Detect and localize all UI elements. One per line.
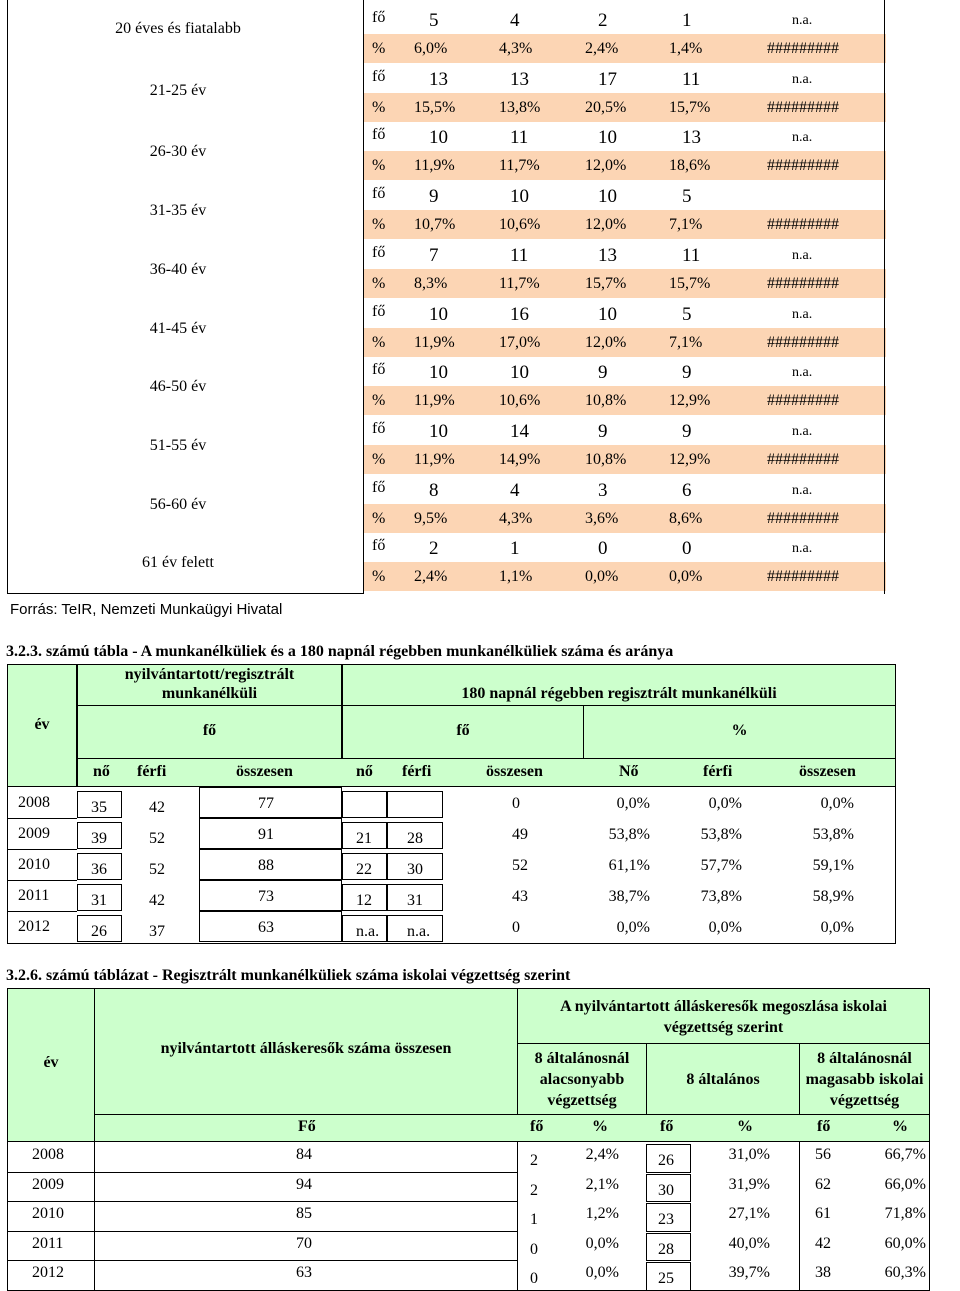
row-divider (7, 880, 77, 881)
count-cell: 2 (429, 538, 439, 560)
a-pct-cell: 1,2% (585, 1205, 619, 1223)
age-row-percent (364, 562, 886, 591)
percent-cell: 0,0% (585, 568, 619, 586)
total-cell: 84 (296, 1146, 312, 1163)
t2-body-frame (7, 787, 896, 944)
age-row-percent (364, 210, 886, 239)
age-group-label: 41-45 év (149, 320, 207, 337)
percent-cell: 11,9% (414, 157, 455, 175)
ossz-cell: 91 (258, 826, 274, 843)
t3-col3-l2: magasabb iskolai (805, 1071, 924, 1088)
pct-ossz-cell: 0,0% (820, 919, 854, 936)
a-fo-cell: 0 (530, 1270, 538, 1288)
t3-body-frame (7, 1142, 930, 1291)
ferfi-cell: 52 (149, 861, 165, 878)
ferfi180-cell: 30 (407, 861, 423, 878)
total-cell: 70 (296, 1234, 312, 1252)
unit-pct-label: % (372, 568, 386, 586)
a-fo-cell: 0 (530, 1240, 538, 1258)
ferfi180-cell: 28 (407, 830, 423, 847)
pct-ossz-cell: 59,1% (812, 857, 854, 874)
c-pct-cell: 66,7% (884, 1146, 926, 1163)
count-cell: 10 (510, 186, 529, 208)
no-cell: 26 (91, 923, 107, 940)
count-cell: 3 (598, 479, 608, 501)
year-cell: 2008 (32, 1146, 64, 1163)
percent-cell: 11,9% (414, 450, 455, 468)
pct-ferfi-cell: 0,0% (708, 919, 742, 936)
unit-pct-label: % (372, 392, 386, 410)
t3-header-dist-l1: A nyilvántartott álláskeresők megoszlása iskolai (560, 998, 887, 1015)
year-cell: 2009 (18, 825, 50, 842)
percent-cell: 12,0% (585, 216, 627, 234)
count-cell: n.a. (792, 423, 813, 439)
t3-header-dist-l2: végzettség szerint (663, 1019, 784, 1036)
table2-caption: 3.2.3. számú tábla - A munkanélküliek és a 180 napnál régebben munkanélküliek száma és aránya (6, 643, 674, 660)
age-row-count (364, 122, 886, 151)
unit-pct-label: % (372, 98, 386, 116)
unit-fo-label: fő (372, 302, 386, 320)
count-cell: 16 (510, 303, 529, 325)
pct-no-cell: 38,7% (608, 888, 650, 905)
pct-no-cell: 61,1% (608, 857, 650, 874)
percent-cell: ######### (767, 40, 839, 57)
count-cell: 8 (429, 479, 439, 501)
a-fo-cell: 1 (530, 1211, 538, 1229)
age-row-count (364, 357, 886, 386)
age-row-percent (364, 445, 886, 474)
count-cell: 0 (598, 538, 608, 560)
c-pct-cell: 66,0% (884, 1175, 926, 1193)
percent-cell: 7,1% (669, 333, 703, 351)
unit-fo-label: fő (372, 537, 386, 555)
b-pct-cell: 27,1% (728, 1205, 770, 1223)
a-pct-cell: 0,0% (585, 1264, 619, 1282)
ossz-cell: 63 (258, 919, 274, 936)
age-group-column (7, 0, 364, 594)
percent-cell: 14,9% (499, 450, 541, 468)
c-fo-cell: 61 (815, 1205, 831, 1223)
percent-cell: 11,7% (499, 274, 540, 292)
pct-no-cell: 0,0% (616, 795, 650, 812)
count-cell: 7 (429, 244, 439, 266)
t3-header-total: nyilvántartott álláskeresők száma összesen (160, 1040, 452, 1057)
t2-header-pct: % (731, 722, 748, 739)
pct-no-cell: 53,8% (608, 826, 650, 843)
percent-cell: ######### (767, 157, 839, 175)
c-fo-cell: 42 (815, 1234, 831, 1252)
percent-cell: 6,0% (414, 40, 448, 57)
count-cell: 9 (682, 362, 692, 384)
count-cell: 9 (682, 420, 692, 442)
count-cell: 9 (598, 362, 608, 384)
count-cell: 10 (429, 127, 448, 149)
row-divider (7, 1260, 517, 1261)
percent-cell: 15,7% (669, 274, 711, 292)
age-row-count (364, 181, 886, 210)
t3-subheader-cell (94, 1114, 930, 1142)
count-cell: 4 (510, 10, 520, 31)
t3-col1-l2: alacsonyabb (539, 1071, 625, 1088)
count-cell: n.a. (792, 247, 813, 263)
a-pct-cell: 2,1% (585, 1175, 619, 1193)
count-cell: 14 (510, 420, 529, 442)
count-cell: 10 (598, 186, 617, 208)
age-group-label: 46-50 év (149, 378, 207, 395)
ossz180-cell: 49 (512, 826, 528, 843)
percent-cell: ######### (767, 98, 839, 116)
percent-cell: ######### (767, 216, 839, 234)
pct-ferfi-cell: 73,8% (700, 888, 742, 905)
unit-fo-label: fő (372, 185, 386, 203)
percent-cell: ######### (767, 274, 839, 292)
subheader-fo-total: Fő (298, 1118, 316, 1135)
count-cell: 1 (510, 538, 520, 560)
row-divider (7, 849, 77, 850)
unit-fo-label: fő (372, 361, 386, 379)
table3-caption: 3.2.6. számú táblázat - Regisztrált munkanélküliek száma iskolai végzettség szerint (6, 967, 571, 984)
count-cell: 13 (510, 68, 529, 90)
no180-cell: n.a. (356, 923, 380, 940)
ferfi180-cell: n.a. (407, 923, 431, 940)
table1-right-border (884, 0, 885, 594)
c-pct-cell: 71,8% (884, 1205, 926, 1223)
count-cell: n.a. (792, 71, 813, 87)
year-cell: 2010 (32, 1205, 64, 1223)
percent-cell: 8,6% (669, 509, 703, 527)
age-row-percent (364, 93, 886, 122)
percent-cell: 7,1% (669, 216, 703, 234)
age-row-count (364, 533, 886, 562)
count-cell: n.a. (792, 306, 813, 322)
pct-ossz-cell: 0,0% (820, 795, 854, 812)
count-cell: 5 (429, 10, 439, 31)
t3-col3-l3: végzettség (829, 1092, 900, 1109)
percent-cell: 2,4% (585, 40, 619, 57)
subheader-label: összesen (799, 763, 856, 780)
year-cell: 2011 (32, 1234, 64, 1252)
count-cell: 17 (598, 68, 617, 90)
percent-cell: 4,3% (499, 509, 533, 527)
count-cell: 10 (598, 127, 617, 149)
subheader-label: nő (356, 763, 373, 780)
ferfi-cell: 42 (149, 892, 165, 909)
count-cell: 10 (429, 420, 448, 442)
t2-header-fo1: fő (202, 722, 217, 739)
age-row-percent (364, 504, 886, 533)
c-fo-cell: 62 (815, 1175, 831, 1193)
no-cell: 35 (91, 799, 107, 816)
percent-cell: 15,7% (669, 98, 711, 116)
count-cell: 9 (429, 186, 439, 208)
c-pct-cell: 60,0% (884, 1234, 926, 1252)
unit-fo-label: fő (372, 67, 386, 85)
count-cell: 11 (510, 127, 529, 149)
age-row-percent (364, 34, 886, 63)
row-divider (7, 1172, 517, 1173)
pct-no-cell: 0,0% (616, 919, 650, 936)
count-cell: 10 (429, 303, 448, 325)
count-cell: 6 (682, 479, 692, 501)
percent-cell: ######### (767, 509, 839, 527)
age-row-count (364, 64, 886, 93)
b-pct-cell: 31,0% (728, 1146, 770, 1163)
age-row-count (364, 5, 886, 34)
year-cell: 2008 (18, 794, 50, 811)
unit-pct-label: % (372, 157, 386, 175)
year-cell: 2011 (18, 887, 50, 904)
percent-cell: 11,7% (499, 157, 540, 175)
cell-box (342, 791, 387, 818)
year-cell: 2010 (18, 856, 50, 873)
count-cell: n.a. (792, 482, 813, 498)
row-divider (7, 1231, 517, 1232)
ossz180-cell: 0 (512, 919, 520, 936)
percent-cell: 15,7% (585, 274, 627, 292)
percent-cell: 4,3% (499, 40, 533, 57)
age-group-label: 61 év felett (142, 554, 214, 571)
percent-cell: 3,6% (585, 509, 619, 527)
row-divider (7, 911, 77, 912)
subheader-label: % (892, 1118, 908, 1135)
pct-ferfi-cell: 53,8% (700, 826, 742, 843)
c-fo-cell: 38 (815, 1264, 831, 1282)
year-cell: 2012 (18, 918, 50, 935)
count-cell: 10 (598, 303, 617, 325)
unit-fo-label: fő (372, 478, 386, 496)
percent-cell: 11,9% (414, 333, 455, 351)
percent-cell: 11,9% (414, 392, 455, 410)
subheader-label: fő (530, 1118, 544, 1135)
subheader-label: férfi (402, 763, 432, 780)
age-group-data (364, 0, 886, 600)
t3-col-divider (517, 1142, 518, 1291)
subheader-label: férfi (137, 763, 167, 780)
row-divider (7, 818, 77, 819)
year-cell: 2012 (32, 1264, 64, 1282)
age-row-count (364, 416, 886, 445)
count-cell: n.a. (792, 365, 813, 381)
t2-header-180: 180 napnál régebben regisztrált munkanélküli (461, 685, 777, 702)
percent-cell: 10,6% (499, 216, 541, 234)
count-cell: n.a. (792, 541, 813, 557)
count-cell: 4 (510, 479, 520, 501)
age-group-label: 20 éves és fiatalabb (115, 20, 241, 37)
t3-header-ev: év (43, 1054, 59, 1071)
count-cell: n.a. (792, 130, 813, 146)
count-cell: 0 (682, 538, 692, 560)
ferfi-cell: 42 (149, 799, 165, 816)
b-fo-cell: 26 (658, 1152, 674, 1169)
c-fo-cell: 56 (815, 1146, 831, 1163)
total-cell: 63 (296, 1264, 312, 1282)
unit-pct-label: % (372, 274, 386, 292)
unit-fo-label: fő (372, 419, 386, 437)
count-cell: 1 (682, 10, 692, 31)
b-pct-cell: 31,9% (728, 1175, 770, 1193)
a-fo-cell: 2 (530, 1181, 538, 1199)
count-cell: 5 (682, 303, 692, 325)
t2-header-ev: év (34, 716, 50, 733)
ferfi-cell: 37 (149, 923, 165, 940)
percent-cell: 10,8% (585, 450, 627, 468)
percent-cell: 10,6% (499, 392, 541, 410)
age-row-percent (364, 269, 886, 298)
subheader-label: összesen (236, 763, 293, 780)
no-cell: 39 (91, 830, 107, 847)
subheader-label: Nő (619, 763, 639, 780)
percent-cell: ######### (767, 568, 839, 586)
total-cell: 85 (296, 1205, 312, 1223)
age-row-percent (364, 151, 886, 180)
ossz180-cell: 0 (512, 795, 520, 812)
b-fo-cell: 25 (658, 1270, 674, 1288)
t2-header-registered-l2: munkanélküli (161, 685, 258, 702)
percent-cell: 17,0% (499, 333, 541, 351)
subheader-label: % (737, 1118, 753, 1135)
percent-cell: 0,0% (669, 568, 703, 586)
count-cell: 9 (598, 420, 608, 442)
unit-fo-label: fő (372, 126, 386, 144)
pct-ossz-cell: 53,8% (812, 826, 854, 843)
t2-header-registered-l1: nyilvántartott/regisztrált (124, 666, 295, 683)
year-cell: 2009 (32, 1175, 64, 1193)
count-cell: n.a. (792, 13, 813, 28)
no-cell: 36 (91, 861, 107, 878)
unit-pct-label: % (372, 450, 386, 468)
ossz-cell: 88 (258, 857, 274, 874)
count-cell: 5 (682, 186, 692, 208)
t2-header-fo2: fő (456, 722, 470, 739)
b-fo-cell: 28 (658, 1240, 674, 1258)
percent-cell: 1,4% (669, 40, 703, 57)
b-pct-cell: 39,7% (728, 1264, 770, 1282)
age-group-label: 21-25 év (149, 82, 207, 99)
t3-col-divider (799, 1142, 800, 1291)
count-cell: 13 (682, 127, 701, 149)
percent-cell: 12,0% (585, 333, 627, 351)
percent-cell: ######### (767, 450, 839, 468)
no180-cell: 12 (356, 892, 372, 909)
ferfi180-cell: 31 (407, 892, 423, 909)
age-group-label: 51-55 év (149, 437, 207, 454)
percent-cell: 8,3% (414, 274, 448, 292)
no-cell: 31 (91, 892, 107, 909)
age-row-percent (364, 328, 886, 357)
subheader-label: nő (93, 763, 110, 780)
count-cell: 2 (598, 10, 608, 31)
percent-cell: 2,4% (414, 568, 448, 586)
pct-ossz-cell: 58,9% (812, 888, 854, 905)
count-cell: 11 (682, 68, 701, 90)
t3-col3-l1: 8 általánosnál (817, 1050, 912, 1067)
ossz-cell: 73 (258, 888, 274, 905)
subheader-label: fő (660, 1118, 674, 1135)
pct-ferfi-cell: 0,0% (708, 795, 742, 812)
cell-box (387, 791, 443, 818)
count-cell: 13 (429, 68, 448, 90)
ferfi-cell: 52 (149, 830, 165, 847)
percent-cell: ######### (767, 392, 839, 410)
t3-col-divider (94, 1142, 95, 1291)
age-row-count (364, 475, 886, 504)
count-cell: 10 (429, 362, 448, 384)
percent-cell: 9,5% (414, 509, 448, 527)
age-group-label: 36-40 év (149, 261, 207, 278)
unit-fo-label: fő (372, 243, 386, 261)
percent-cell: 15,5% (414, 98, 456, 116)
pct-ferfi-cell: 57,7% (700, 857, 742, 874)
percent-cell: ######### (767, 333, 839, 351)
age-group-label: 26-30 év (149, 143, 207, 160)
percent-cell: 13,8% (499, 98, 541, 116)
a-pct-cell: 0,0% (585, 1234, 619, 1252)
count-cell: 11 (682, 244, 701, 266)
age-group-label: 56-60 év (149, 496, 207, 513)
subheader-label: fő (817, 1118, 831, 1135)
percent-cell: 10,8% (585, 392, 627, 410)
unit-pct-label: % (372, 509, 386, 527)
unit-pct-label: % (372, 333, 386, 351)
unit-pct-label: % (372, 216, 386, 234)
percent-cell: 10,7% (414, 216, 456, 234)
percent-cell: 12,9% (669, 392, 711, 410)
count-cell: 11 (510, 244, 529, 266)
subheader-label: összesen (486, 763, 543, 780)
no180-cell: 21 (356, 830, 372, 847)
source-note: Forrás: TeIR, Nemzeti Munkaügyi Hivatal (10, 601, 283, 618)
t3-col1-l1: 8 általánosnál (534, 1050, 630, 1067)
total-cell: 94 (296, 1175, 312, 1193)
b-fo-cell: 30 (658, 1181, 674, 1199)
row-divider (7, 1201, 517, 1202)
unit-pct-label: % (372, 40, 386, 57)
ossz-cell: 77 (258, 795, 274, 812)
age-row-count (364, 240, 886, 269)
no180-cell: 22 (356, 861, 372, 878)
a-fo-cell: 2 (530, 1152, 538, 1169)
age-row-percent (364, 386, 886, 415)
age-group-label: 31-35 év (149, 202, 207, 219)
percent-cell: 12,0% (585, 157, 627, 175)
t3-col2: 8 általános (686, 1071, 760, 1088)
c-pct-cell: 60,3% (884, 1264, 926, 1282)
count-cell: 10 (510, 362, 529, 384)
percent-cell: 12,9% (669, 450, 711, 468)
percent-cell: 20,5% (585, 98, 627, 116)
unit-fo-label: fő (372, 9, 386, 26)
ossz180-cell: 43 (512, 888, 528, 905)
subheader-label: % (592, 1118, 608, 1135)
percent-cell: 1,1% (499, 568, 533, 586)
ossz180-cell: 52 (512, 857, 528, 874)
age-row-count (364, 299, 886, 328)
t3-col1-l3: végzettség (547, 1092, 617, 1109)
a-pct-cell: 2,4% (585, 1146, 619, 1163)
percent-cell: 18,6% (669, 157, 711, 175)
b-fo-cell: 23 (658, 1211, 674, 1229)
count-cell: 13 (598, 244, 617, 266)
subheader-label: férfi (703, 763, 733, 780)
b-pct-cell: 40,0% (728, 1234, 770, 1252)
